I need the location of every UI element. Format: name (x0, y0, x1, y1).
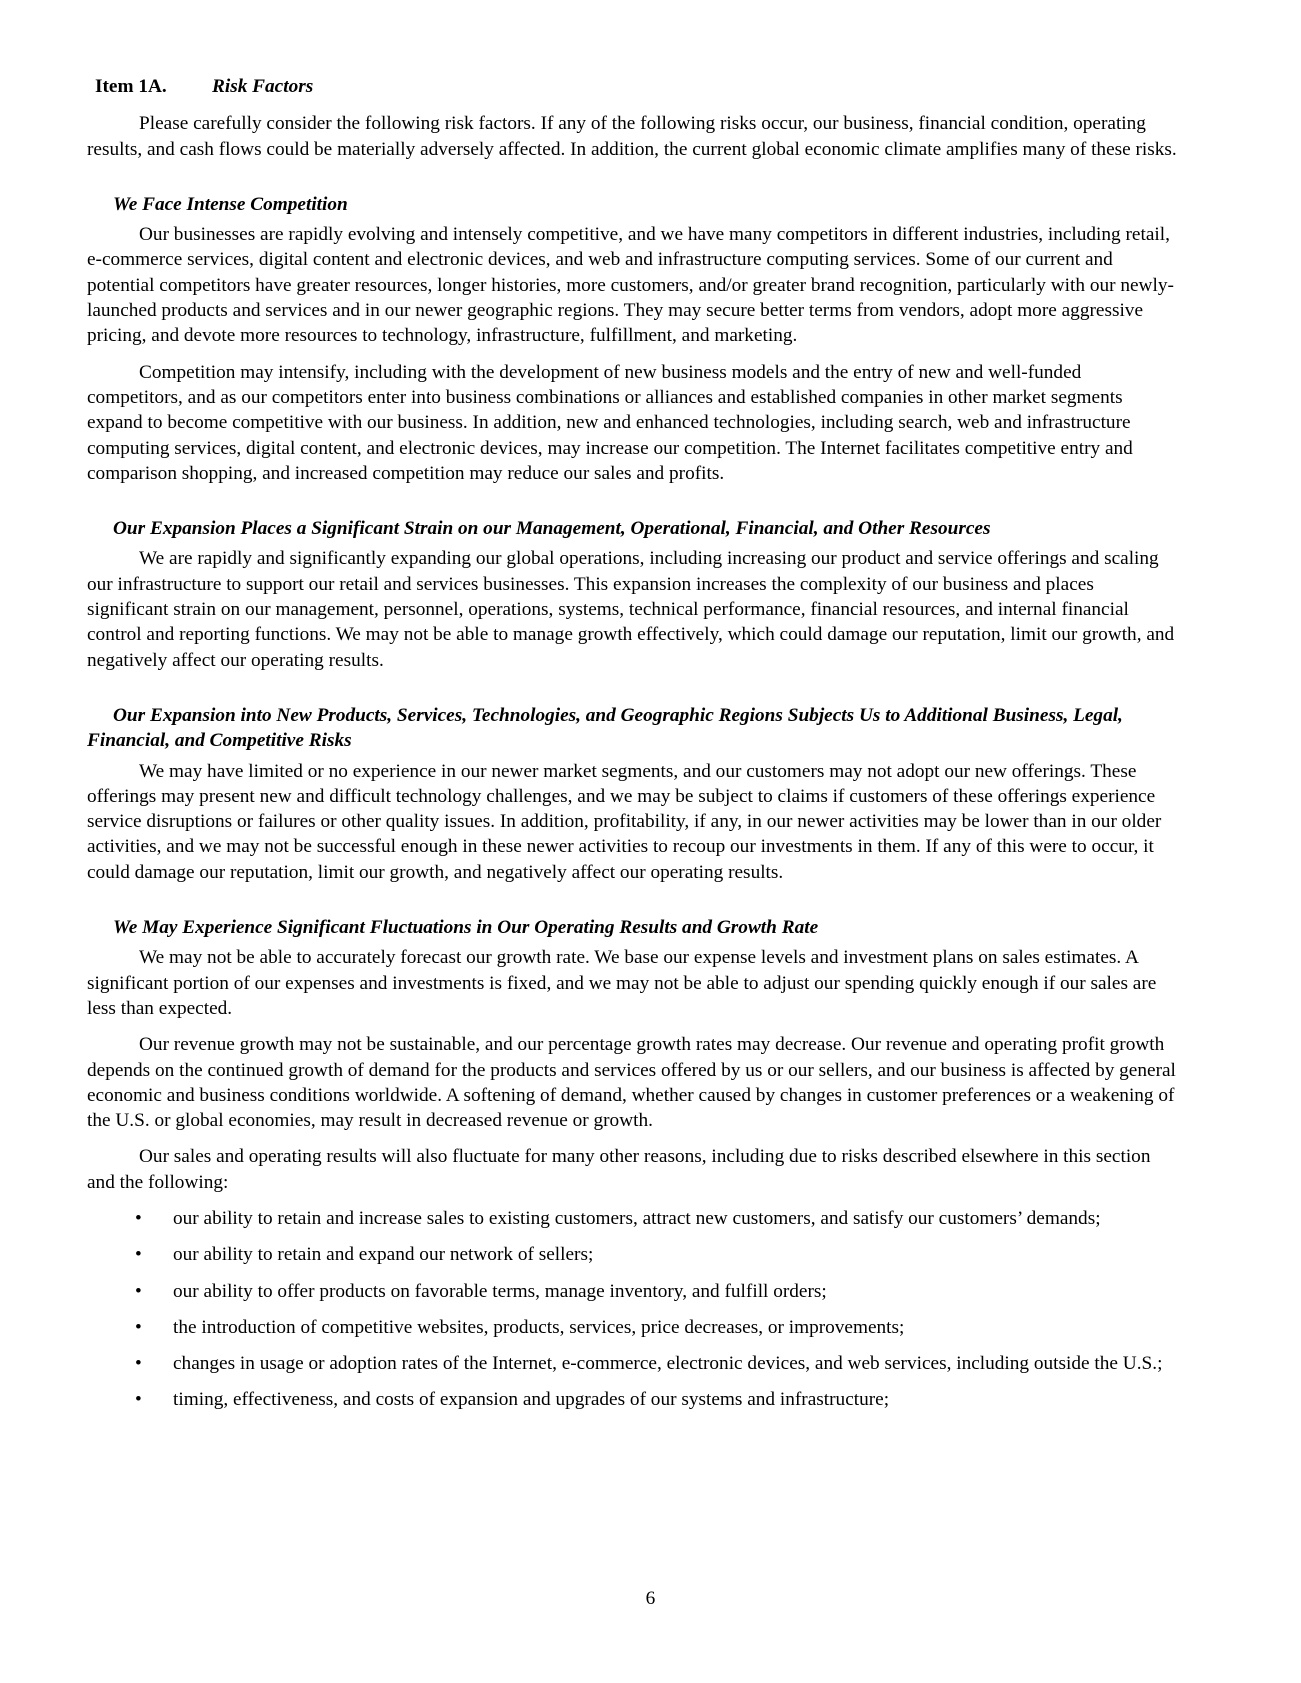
list-item (87, 1387, 1177, 1412)
bullet-icon: • (135, 1207, 142, 1229)
list-item-text: changes in usage or adoption rates of the Internet, e-commerce, electronic devices, and web services, including outside the U.S.; (173, 1353, 1163, 1375)
list-item-text: our ability to retain and expand our network of sellers; (173, 1244, 594, 1266)
list-item (87, 1279, 1177, 1304)
section-heading-expansion-strain: Our Expansion Places a Significant Strain on our Management, Operational, Financial, and Other Resources (113, 518, 991, 540)
section-heading-new-products-risks: Our Expansion into New Products, Services, Technologies, and Geographic Regions Subjects Us to Additional Business, Legal, Financial, and Competitive Risks (87, 704, 1123, 752)
list-item (87, 1351, 1177, 1376)
bullet-icon: • (135, 1353, 142, 1375)
section-heading-fluctuations: We May Experience Significant Fluctuations in Our Operating Results and Growth Rate (113, 917, 819, 939)
bullet-list (87, 1206, 1177, 1413)
list-item (87, 1206, 1177, 1231)
section-paragraph: Our businesses are rapidly evolving and intensely competitive, and we have many competitors in different industries, including retail, e-commerce services, digital content and electronic devices, and web and infrastructure computing services. Some of our current and potential competitors have greater resources, longer histories, more customers, and/or greater brand recognition, particularly with our newly-launched products and services and in our newer geographic regions. They may secure better terms from vendors, adopt more aggressive pricing, and devote more resources to technology, infrastructure, fulfillment, and marketing. (87, 224, 1174, 347)
list-item-text: the introduction of competitive websites, products, services, price decreases, or improvements; (173, 1316, 905, 1338)
section-heading-competition: We Face Intense Competition (113, 193, 348, 215)
bullet-icon: • (135, 1280, 142, 1302)
bullet-icon: • (135, 1316, 142, 1338)
list-item-text: our ability to offer products on favorable terms, manage inventory, and fulfill orders; (173, 1280, 827, 1302)
list-item (87, 1315, 1177, 1340)
list-item-text: our ability to retain and increase sales to existing customers, attract new customers, and satisfy our customers’ demands; (173, 1207, 1101, 1229)
section-paragraph: Competition may intensify, including with the development of new business models and the entry of new and well-funded competitors, and as our competitors enter into business combinations or alliances and established companies in other market segments expand to become competitive with our business. In addition, new and enhanced technologies, including search, web and infrastructure computing services, digital content, and electronic devices, may increase our competition. The Internet facilitates competitive entry and comparison shopping, and increased competition may reduce our sales and profits. (87, 361, 1133, 484)
item-heading (95, 74, 1177, 99)
item-number: Item 1A. (95, 76, 167, 97)
section-paragraph: We are rapidly and significantly expanding our global operations, including increasing our product and service offerings and scaling our infrastructure to support our retail and services businesses. This expansion increases the complexity of our business and places significant strain on our management, personnel, operations, systems, technical performance, financial resources, and internal financial control and reporting functions. We may not be able to manage growth effectively, which could damage our reputation, limit our growth, and negatively affect our operating results. (87, 548, 1175, 671)
bullet-icon: • (135, 1244, 142, 1266)
document-page (87, 74, 1177, 1424)
list-item (87, 1242, 1177, 1267)
page-number: 6 (645, 1588, 656, 1609)
section-paragraph: We may have limited or no experience in our newer market segments, and our customers may not adopt our new offerings. These offerings may present new and difficult technology challenges, and we may be subject to claims if customers of these offerings experience service disruptions or failures or other quality issues. In addition, profitability, if any, in our newer activities may be lower than in our older activities, and we may not be successful enough in these newer activities to recoup our investments in them. If any of this were to occur, it could damage our reputation, limit our growth, and negatively affect our operating results. (87, 760, 1162, 883)
bullet-icon: • (135, 1389, 142, 1411)
item-title: Risk Factors (212, 76, 314, 97)
section-paragraph: We may not be able to accurately forecast our growth rate. We base our expense levels and investment plans on sales estimates. A significant portion of our expenses and investments is fixed, and we may not be able to adjust our spending quickly enough if our sales are less than expected. (87, 947, 1157, 1019)
list-item-text: timing, effectiveness, and costs of expansion and upgrades of our systems and infrastructure; (173, 1389, 890, 1411)
section-paragraph: Our sales and operating results will also fluctuate for many other reasons, including due to risks described elsewhere in this section and the following: (87, 1146, 1151, 1193)
intro-paragraph: Please carefully consider the following risk factors. If any of the following risks occur, our business, financial condition, operating results, and cash flows could be materially adversely affected. In addition, the current global economic climate amplifies many of these risks. (87, 113, 1177, 160)
section-paragraph: Our revenue growth may not be sustainable, and our percentage growth rates may decrease. Our revenue and operating profit growth depends on the continued growth of demand for the products and services offered by us or our sellers, and our business is affected by general economic and business conditions worldwide. A softening of demand, whether caused by changes in customer preferences or a weakening of the U.S. or global economies, may result in decreased revenue or growth. (87, 1034, 1176, 1132)
